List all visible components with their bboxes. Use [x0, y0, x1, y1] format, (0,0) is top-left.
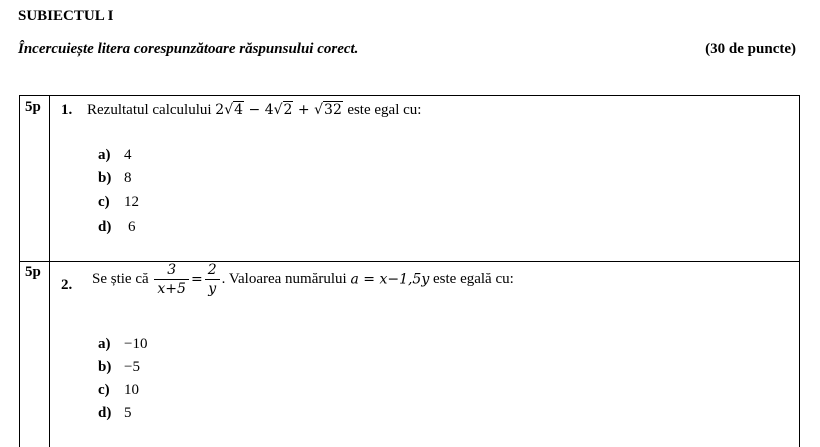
- fraction-denominator: x+5: [154, 279, 189, 298]
- question-1-text-after: este egal cu:: [347, 102, 422, 118]
- question-1-option-a[interactable]: [98, 147, 132, 164]
- option-label: a): [98, 147, 111, 163]
- questions-table: [19, 95, 800, 447]
- option-label: d): [98, 405, 112, 421]
- question-1-text-before: Rezultatul calculului: [87, 102, 212, 118]
- math-operator: −: [248, 102, 261, 118]
- sqrt-term-2: √2: [273, 102, 293, 118]
- option-label: d): [98, 219, 112, 235]
- math-coef: 4: [264, 102, 274, 118]
- column-divider: [49, 96, 50, 447]
- question-1-text: [87, 102, 421, 119]
- question-2-option-a[interactable]: [98, 336, 147, 353]
- total-points: (30 de puncte): [705, 41, 796, 57]
- question-2-text-middle: . Valoarea numărului: [221, 271, 347, 287]
- question-2-text: [92, 261, 514, 298]
- option-label: b): [98, 170, 112, 186]
- option-value: 5: [124, 405, 132, 421]
- equals-sign: =: [190, 271, 203, 288]
- radicand: 2: [283, 102, 293, 118]
- math-operator: +: [297, 102, 310, 118]
- option-value: 12: [124, 194, 139, 210]
- sqrt-term-3: √32: [314, 102, 342, 118]
- option-label: c): [98, 194, 110, 210]
- question-1-number: 1.: [61, 102, 73, 118]
- question-2-points: 5p: [25, 264, 41, 280]
- section-heading: SUBIECTUL I: [18, 8, 114, 24]
- question-1-option-c[interactable]: [98, 194, 139, 211]
- option-value: 8: [124, 170, 132, 186]
- question-2-text-after: este egală cu:: [433, 271, 514, 287]
- option-value: −10: [124, 336, 148, 352]
- option-value: −5: [124, 359, 140, 375]
- radicand: 4: [234, 102, 244, 118]
- sqrt-term-1: √4: [224, 102, 244, 118]
- option-label: b): [98, 359, 112, 375]
- question-2-text-before: Se știe că: [92, 271, 149, 287]
- fraction-numerator: 2: [207, 262, 217, 278]
- radicand: 32: [324, 102, 342, 118]
- math-coef: 2: [215, 102, 225, 118]
- instruction-text: Încercuiește litera corespunzătoare răspunsului corect.: [18, 41, 359, 57]
- question-1-math: [215, 102, 347, 118]
- fraction-1: [154, 261, 189, 298]
- option-value: 10: [124, 382, 139, 398]
- option-label: c): [98, 382, 110, 398]
- question-2-expression: a = x−1,5y: [350, 271, 430, 288]
- fraction-denominator: y: [205, 279, 220, 298]
- option-value: 4: [124, 147, 132, 163]
- question-2-number: 2.: [61, 277, 73, 293]
- question-1-points: 5p: [25, 99, 41, 115]
- question-1-option-b[interactable]: [98, 170, 132, 187]
- question-2-option-b[interactable]: [98, 359, 140, 376]
- fraction-2: [205, 261, 220, 298]
- question-1-option-d[interactable]: [98, 219, 136, 236]
- option-label: a): [98, 336, 111, 352]
- question-2-option-c[interactable]: [98, 382, 139, 399]
- question-2-option-d[interactable]: [98, 405, 132, 422]
- fraction-numerator: 3: [167, 262, 177, 278]
- option-value: 6: [128, 219, 136, 235]
